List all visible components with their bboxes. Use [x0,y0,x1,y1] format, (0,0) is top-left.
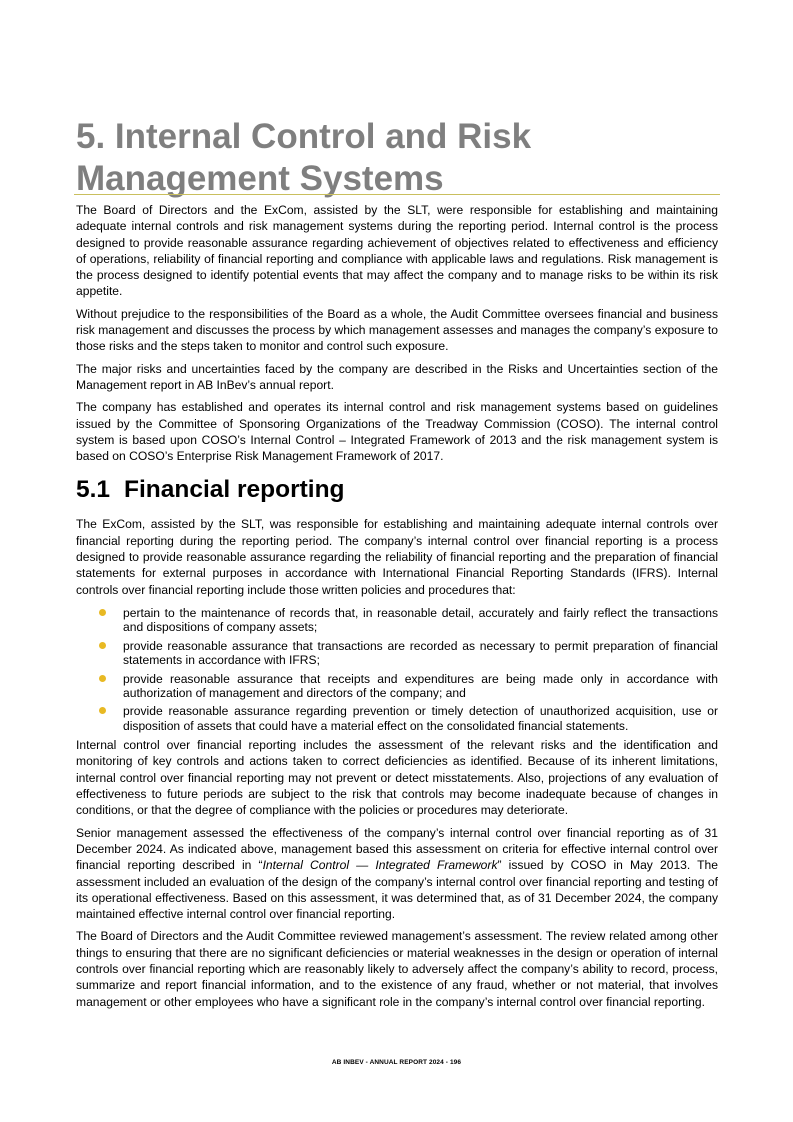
limitations-paragraph: Internal control over financial reporting includes the assessment of the relevant risks and the identification and monitoring of key controls and actions taken to correct deficiencies as identified. Because of its inherent limitations, internal control over financial reporting may not prevent or detect misstatements. Also, projections of any evaluation of effectiveness to future periods are subject to the risk that controls may become inadequate because of changes in conditions, or that the degree of compliance with the policies or procedures may deteriorate. [76,738,718,818]
assessment-text-before: Senior management assessed the effectiveness of the company’s internal control over financial reporting as of 31 December 2024. As indicated above, management based this assessment on criteria for effective internal control over financial reporting described in “ [76,825,718,873]
list-item [76,606,718,635]
list-item-text: provide reasonable assurance regarding prevention or timely detection of unauthorized acquisition, use or disposition of assets that could have a material effect on the consolidated financial statements. [123,704,718,733]
page-title-line-1: 5. Internal Control and Risk [76,117,532,156]
list-item [76,704,718,733]
section-title: Financial reporting [124,476,345,504]
page-title [76,116,716,200]
list-item [76,639,718,668]
section-heading-financial-reporting [76,476,718,504]
board-review-paragraph: The Board of Directors and the Audit Committee reviewed management’s assessment. The review related among other things to ensuring that there are no significant deficiencies or material weaknesses in the design or operation of internal controls over financial reporting which are reasonably likely to adversely affect the company’s ability to record, process, summarize and report financial information, and to the existence of any fraud, whether or not material, that involves management or other employees who have a significant role in the company’s internal control over financial reporting. [76,929,718,1009]
list-item-text: pertain to the maintenance of records that, in reasonable detail, accurately and fairly reflect the transactions and dispositions of company assets; [123,605,718,635]
bullet-dot-icon [99,642,106,649]
bullet-dot-icon [99,707,106,714]
page-title-line-2: Management Systems [76,159,444,198]
policies-bullet-list [76,606,718,733]
bullet-dot-icon [99,675,106,682]
body-content [76,202,718,1016]
bullet-dot-icon [99,609,106,616]
section-number: 5.1 [76,476,111,504]
intro-paragraph-audit-committee: Without prejudice to the responsibilities of the Board as a whole, the Audit Committee oversees financial and business risk management and discusses the process by which management assesses and manages the company’s exposure to those risks and the steps taken to monitor and control such exposure. [76,306,718,354]
intro-paragraph-coso: The company has established and operates its internal control and risk management systems based on guidelines issued by the Committee of Sponsoring Organizations of the Treadway Commission (COSO). The internal control system is based upon COSO’s Internal Control – Integrated Framework of 2013 and the risk management system is based on COSO’s Enterprise Risk Management Framework of 2017. [76,400,718,464]
list-item-text: provide reasonable assurance that receipts and expenditures are being made only in accordance with authorization of management and directors of the company; and [123,671,718,700]
framework-name-italic: Internal Control — Integrated Framework [262,858,498,873]
page-footer: AB INBEV - ANNUAL REPORT 2024 - 196 [331,1059,462,1066]
list-item-text: provide reasonable assurance that transactions are recorded as necessary to permit preparation of financial statements in accordance with IFRS; [123,638,718,668]
intro-paragraph-risks: The major risks and uncertainties faced by the company are described in the Risks and Uncertainties section of the Management report in AB InBev’s annual report. [76,361,718,392]
title-underline-rule [74,194,720,195]
section-lead-paragraph: The ExCom, assisted by the SLT, was responsible for establishing and maintaining adequate internal controls over financial reporting during the reporting period. The company’s internal control over financial reporting is a process designed to provide reasonable assurance regarding the reliability of financial reporting and the preparation of financial statements for external purposes in accordance with International Financial Reporting Standards (IFRS). Internal controls over financial reporting include those written policies and procedures that: [76,517,718,597]
assessment-paragraph [76,825,718,923]
list-item [76,672,718,701]
intro-paragraph-responsibility: The Board of Directors and the ExCom, assisted by the SLT, were responsible for establishing and maintaining adequate internal controls and risk management systems during the reporting period. Internal control is the process designed to provide reasonable assurance regarding achievement of objectives related to effectiveness and efficiency of operations, reliability of financial reporting and compliance with applicable laws and regulations. Risk management is the process designed to identify potential events that may affect the company and to manage risks to be within its risk appetite. [76,203,718,299]
assessment-text-after: ” issued by COSO in May 2013. The assessment included an evaluation of the design of the company’s internal control over financial reporting and testing of its operational effectiveness. Based on this assessment, it was determined that, as of 31 December 2024, the company maintained effective internal control over financial reporting. [76,858,719,922]
